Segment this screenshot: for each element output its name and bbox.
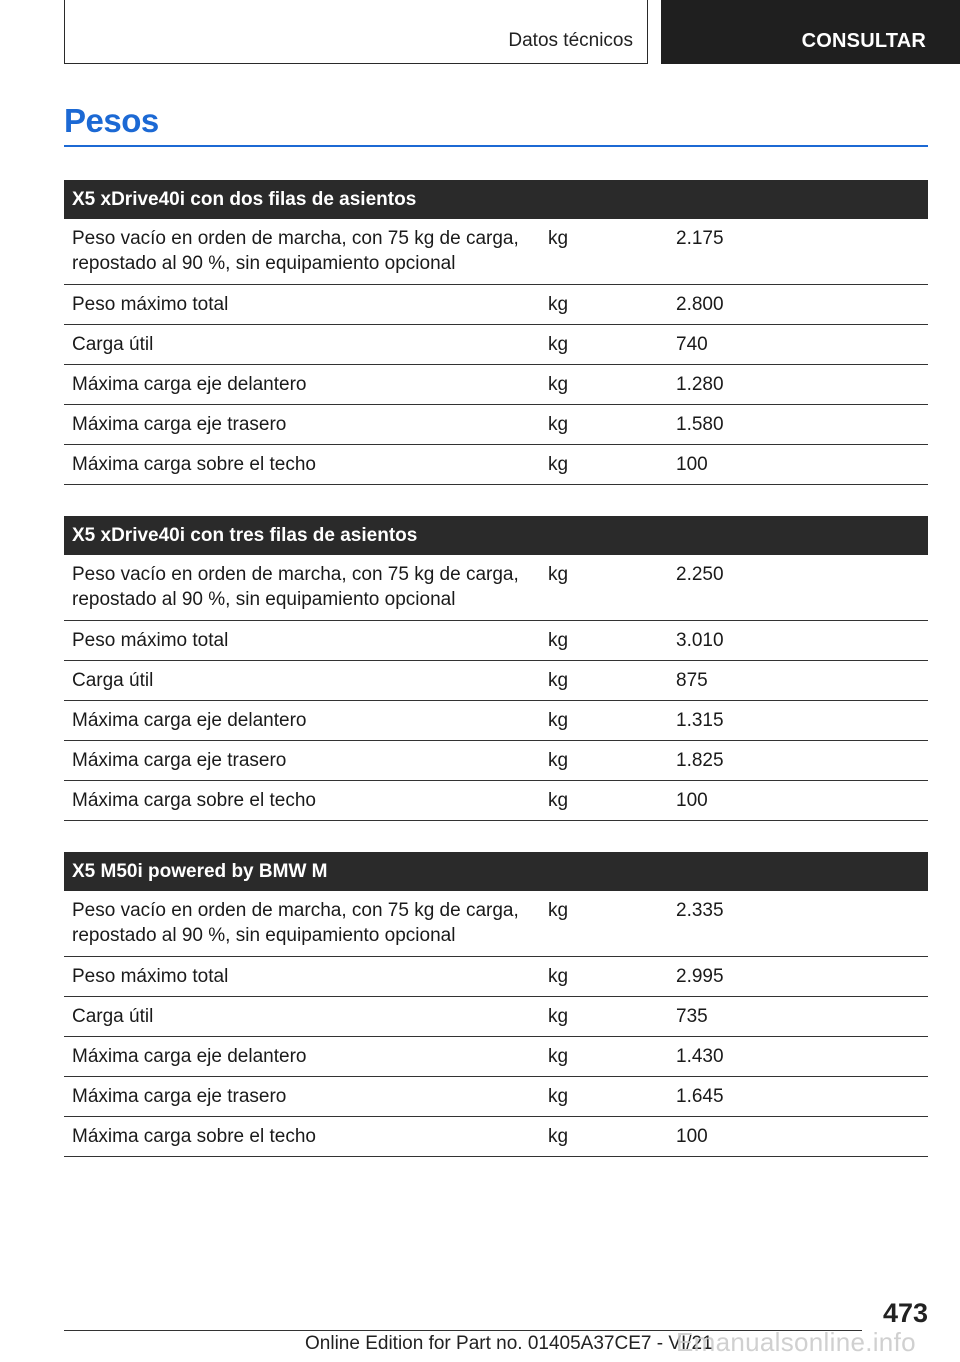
row-unit: kg xyxy=(540,285,668,325)
row-value: 1.825 xyxy=(668,741,928,781)
row-label: Carga útil xyxy=(64,325,540,365)
row-value: 1.580 xyxy=(668,405,928,445)
row-value: 2.995 xyxy=(668,957,928,997)
table-row xyxy=(64,1037,928,1077)
row-unit: kg xyxy=(540,701,668,741)
row-unit: kg xyxy=(540,957,668,997)
table-title: X5 M50i powered by BMW M xyxy=(64,852,928,891)
row-label: Máxima carga eje delantero xyxy=(64,701,540,741)
row-unit: kg xyxy=(540,1037,668,1077)
row-unit: kg xyxy=(540,405,668,445)
table-row xyxy=(64,219,928,285)
row-label: Peso vacío en orden de marcha, con 75 kg de carga, repostado al 90 %, sin equipamiento opcional xyxy=(64,891,540,957)
row-label: Máxima carga eje trasero xyxy=(64,1077,540,1117)
table-row xyxy=(64,997,928,1037)
watermark-logo: Emanualsonline.info xyxy=(676,1327,916,1357)
row-label: Máxima carga eje trasero xyxy=(64,405,540,445)
spec-table xyxy=(64,516,928,821)
header-section-label: Datos técnicos xyxy=(508,30,633,51)
row-value: 735 xyxy=(668,997,928,1037)
row-label: Peso vacío en orden de marcha, con 75 kg de carga, repostado al 90 %, sin equipamiento opcional xyxy=(64,219,540,285)
row-unit: kg xyxy=(540,621,668,661)
row-unit: kg xyxy=(540,1117,668,1157)
table-row xyxy=(64,285,928,325)
row-value: 100 xyxy=(668,1117,928,1157)
table-row xyxy=(64,325,928,365)
row-label: Máxima carga sobre el techo xyxy=(64,781,540,821)
table-row xyxy=(64,1117,928,1157)
row-unit: kg xyxy=(540,1077,668,1117)
page-title: Pesos xyxy=(64,102,159,139)
table-row xyxy=(64,741,928,781)
table-title: X5 xDrive40i con tres filas de asientos xyxy=(64,516,928,555)
row-label: Máxima carga eje trasero xyxy=(64,741,540,781)
header-active-label: CONSULTAR xyxy=(801,30,926,52)
row-label: Peso vacío en orden de marcha, con 75 kg de carga, repostado al 90 %, sin equipamiento opcional xyxy=(64,555,540,621)
row-value: 100 xyxy=(668,445,928,485)
table-row xyxy=(64,957,928,997)
row-unit: kg xyxy=(540,325,668,365)
header-section-tab[interactable] xyxy=(64,0,648,64)
row-unit: kg xyxy=(540,445,668,485)
row-label: Peso máximo total xyxy=(64,957,540,997)
row-value: 1.280 xyxy=(668,365,928,405)
row-value: 1.315 xyxy=(668,701,928,741)
row-unit: kg xyxy=(540,365,668,405)
footer-edition: Online Edition for Part no. 01405A37CE7 - VI/21 xyxy=(305,1333,713,1354)
page-number: 473 xyxy=(882,1298,928,1328)
row-value: 740 xyxy=(668,325,928,365)
table-row xyxy=(64,555,928,621)
title-divider xyxy=(64,145,928,147)
table-row xyxy=(64,445,928,485)
row-label: Peso máximo total xyxy=(64,621,540,661)
row-value: 2.175 xyxy=(668,219,928,285)
row-label: Peso máximo total xyxy=(64,285,540,325)
row-label: Máxima carga eje delantero xyxy=(64,365,540,405)
row-value: 2.335 xyxy=(668,891,928,957)
spec-table xyxy=(64,180,928,485)
table-row xyxy=(64,781,928,821)
header-consultar-tab[interactable] xyxy=(661,0,960,64)
row-unit: kg xyxy=(540,891,668,957)
weights-tables xyxy=(64,180,928,1188)
table-row xyxy=(64,701,928,741)
row-value: 1.645 xyxy=(668,1077,928,1117)
row-label: Carga útil xyxy=(64,661,540,701)
row-unit: kg xyxy=(540,781,668,821)
row-value: 100 xyxy=(668,781,928,821)
table-row xyxy=(64,621,928,661)
table-row xyxy=(64,1077,928,1117)
row-label: Máxima carga sobre el techo xyxy=(64,1117,540,1157)
row-value: 2.800 xyxy=(668,285,928,325)
row-unit: kg xyxy=(540,219,668,285)
row-unit: kg xyxy=(540,997,668,1037)
row-unit: kg xyxy=(540,661,668,701)
row-label: Máxima carga sobre el techo xyxy=(64,445,540,485)
row-label: Carga útil xyxy=(64,997,540,1037)
table-row xyxy=(64,405,928,445)
row-value: 2.250 xyxy=(668,555,928,621)
table-title: X5 xDrive40i con dos filas de asientos xyxy=(64,180,928,219)
row-label: Máxima carga eje delantero xyxy=(64,1037,540,1077)
table-row xyxy=(64,891,928,957)
row-unit: kg xyxy=(540,555,668,621)
table-row xyxy=(64,365,928,405)
table-row xyxy=(64,661,928,701)
row-unit: kg xyxy=(540,741,668,781)
row-value: 1.430 xyxy=(668,1037,928,1077)
row-value: 3.010 xyxy=(668,621,928,661)
row-value: 875 xyxy=(668,661,928,701)
spec-table xyxy=(64,852,928,1157)
